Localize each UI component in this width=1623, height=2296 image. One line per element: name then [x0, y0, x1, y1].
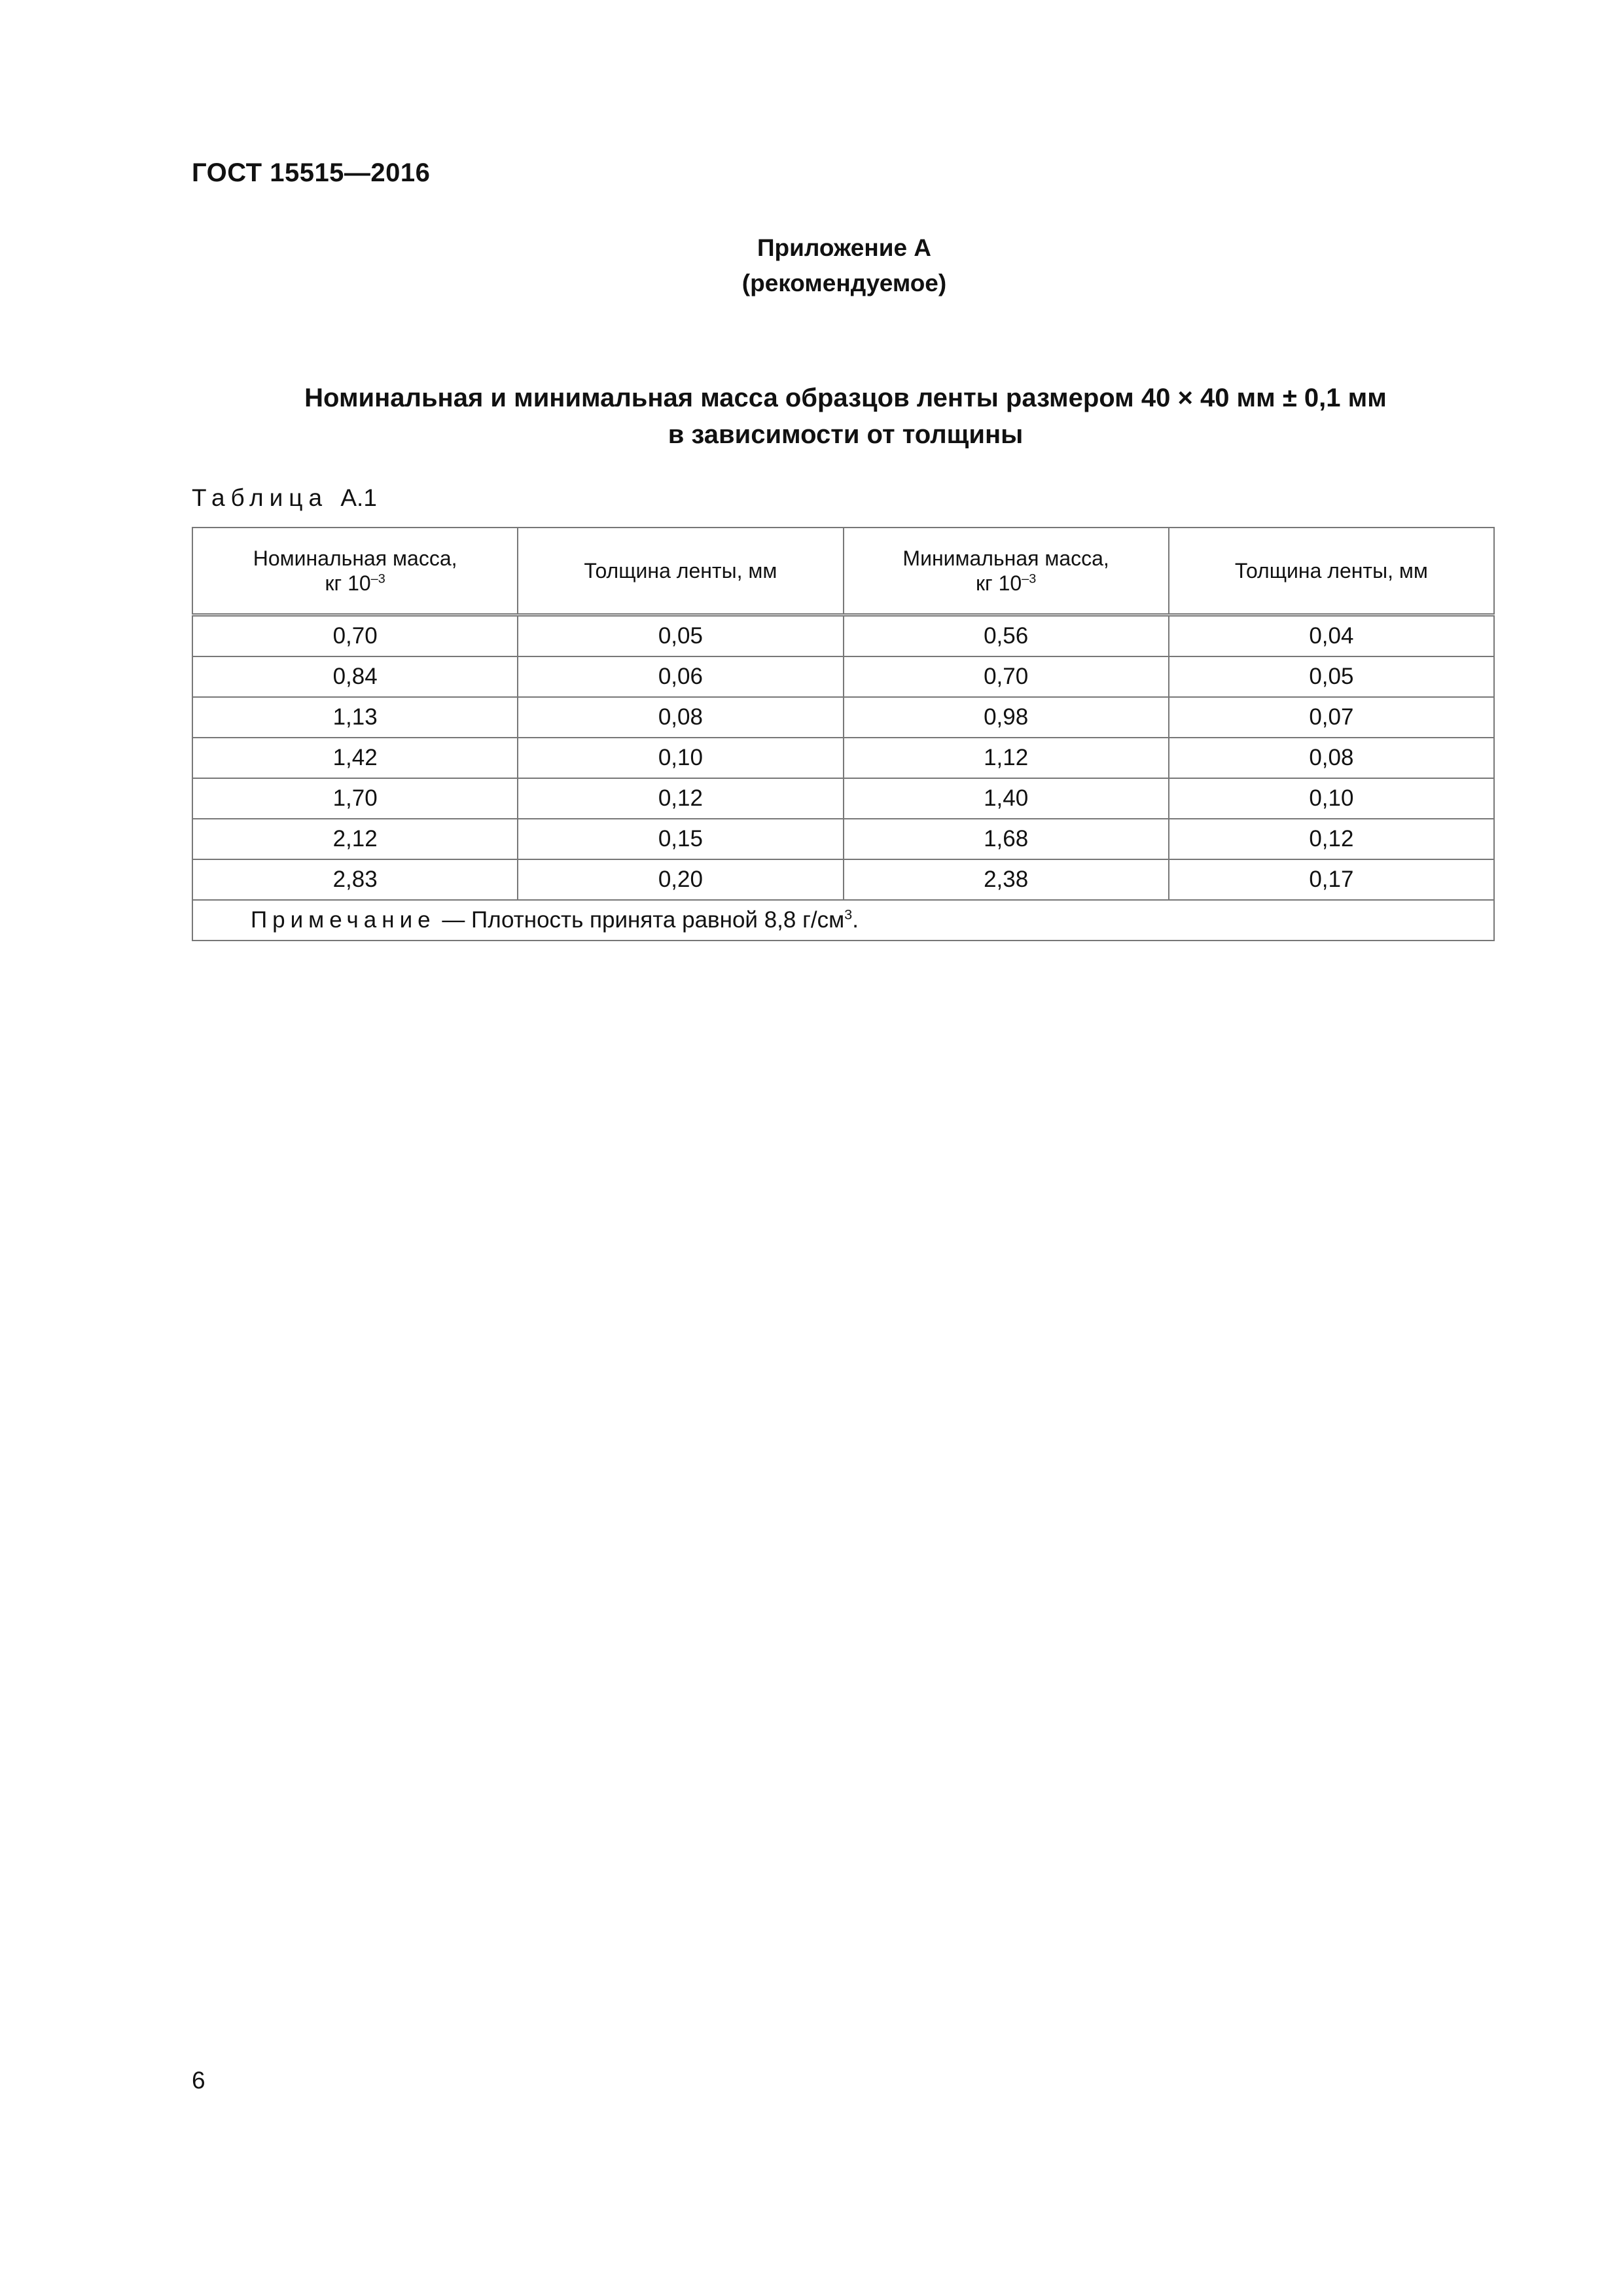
- annex-heading: [0, 230, 1623, 301]
- table-cell: 0,10: [1169, 778, 1494, 819]
- table-note: [192, 900, 1494, 941]
- header-minimum-mass: Минимальная масса, кг $10^{-3}$: [844, 528, 1169, 615]
- header-nominal-mass: Номинальная масса, кг $10^{-3}$: [192, 528, 518, 615]
- table-cell: 0,05: [1169, 656, 1494, 697]
- table-cell: 1,42: [192, 738, 518, 778]
- note-label: Примечание: [251, 907, 436, 933]
- table-cell: 0,07: [1169, 697, 1494, 738]
- table-cell: 0,84: [192, 656, 518, 697]
- table-cell: 1,70: [192, 778, 518, 819]
- table-row: [192, 738, 1494, 778]
- table-cell: 2,83: [192, 859, 518, 900]
- header-thickness-2: Толщина ленты, мм: [1169, 528, 1494, 615]
- table-cell: 2,12: [192, 819, 518, 859]
- table-cell: 0,17: [1169, 859, 1494, 900]
- table-caption-number: А.1: [340, 484, 377, 511]
- standard-code: ГОСТ 15515—2016: [192, 158, 431, 187]
- table-cell: 0,20: [518, 859, 843, 900]
- table-header-row: [192, 528, 1494, 615]
- table-cell: 0,56: [844, 615, 1169, 657]
- table-row: [192, 778, 1494, 819]
- table-cell: 0,04: [1169, 615, 1494, 657]
- note-text: — Плотность принята равной 8,8 г/см: [435, 907, 845, 933]
- table-row: [192, 656, 1494, 697]
- table-cell: 0,12: [1169, 819, 1494, 859]
- annex-status: (рекомендуемое): [741, 270, 947, 296]
- page-number: 6: [192, 2067, 205, 2094]
- table-cell: 0,10: [518, 738, 843, 778]
- table-row: [192, 615, 1494, 657]
- table-row: [192, 697, 1494, 738]
- table-row: [192, 819, 1494, 859]
- table-cell: 0,70: [844, 656, 1169, 697]
- annex-title: Приложение А: [757, 234, 932, 261]
- table-caption: [192, 484, 377, 512]
- table-note-row: [192, 900, 1494, 941]
- note-end: .: [852, 907, 859, 933]
- document-title: [191, 380, 1500, 453]
- table-cell: 0,98: [844, 697, 1169, 738]
- table-cell: 0,70: [192, 615, 518, 657]
- table-caption-label: Таблица: [192, 484, 329, 511]
- table-cell: 0,08: [518, 697, 843, 738]
- table-cell: 0,05: [518, 615, 843, 657]
- table-cell: 1,13: [192, 697, 518, 738]
- header-thickness-1: Толщина ленты, мм: [518, 528, 843, 615]
- mass-thickness-table: [192, 527, 1495, 941]
- table-row: [192, 859, 1494, 900]
- title-line-2: в зависимости от толщины: [668, 420, 1024, 449]
- table-cell: 1,68: [844, 819, 1169, 859]
- title-line-1: Номинальная и минимальная масса образцов ленты размером 40 × 40 мм ± 0,1 мм: [304, 384, 1387, 412]
- table-cell: 0,06: [518, 656, 843, 697]
- table-cell: 0,15: [518, 819, 843, 859]
- table-cell: 1,40: [844, 778, 1169, 819]
- table-cell: 2,38: [844, 859, 1169, 900]
- note-exponent: 3: [844, 906, 853, 923]
- table-cell: 0,12: [518, 778, 843, 819]
- table-cell: 0,08: [1169, 738, 1494, 778]
- table-cell: 1,12: [844, 738, 1169, 778]
